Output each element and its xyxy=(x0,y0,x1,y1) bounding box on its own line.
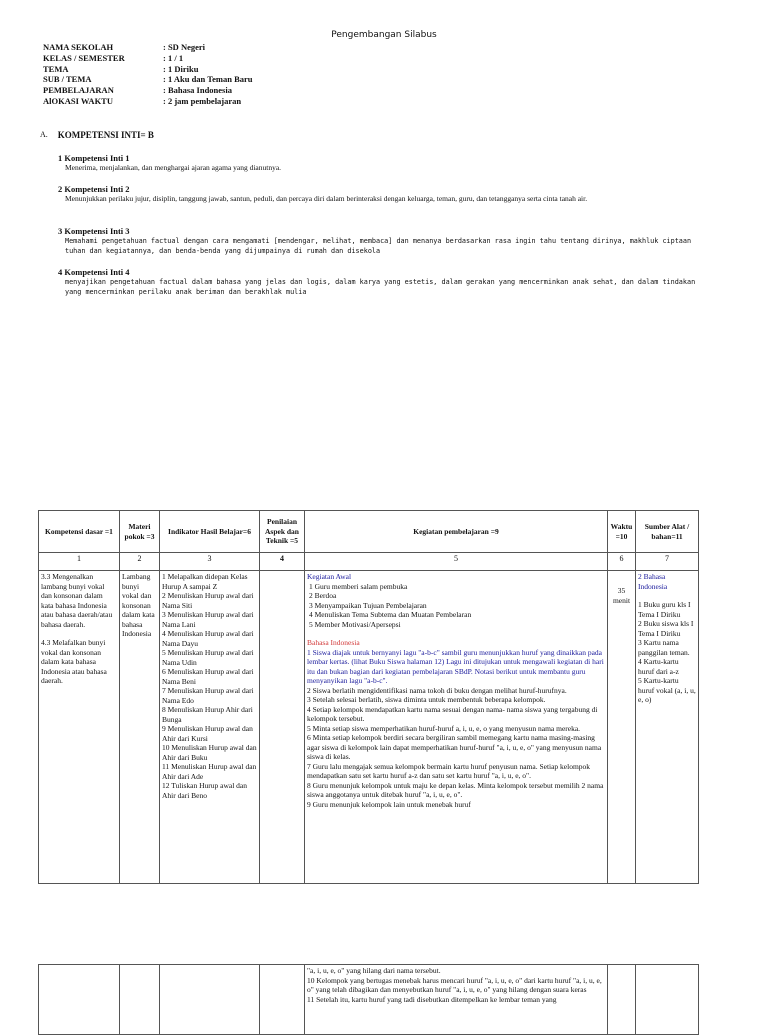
column-number: 5 xyxy=(305,553,608,571)
section-letter: A. xyxy=(40,130,48,139)
meta-value: : 1 Diriku xyxy=(163,63,199,74)
sumber-cell xyxy=(636,965,699,1035)
meta-label: KELAS / SEMESTER xyxy=(43,52,125,63)
indikator-cell xyxy=(160,571,260,884)
indikator-item: 6 Menuliskan Hurup awal dari Nama Beni xyxy=(162,667,254,686)
meta-value: : 1 / 1 xyxy=(163,52,184,63)
sumber-item: 3 Kartu nama panggilan teman. xyxy=(638,638,690,657)
header-penilaian: Penilaian Aspek dan Teknik =5 xyxy=(260,511,305,553)
indikator-item: 10 Menuliskan Hurup awal dan Ahir dari Buku xyxy=(162,743,257,762)
meta-row xyxy=(43,96,253,107)
meta-label: SUB / TEMA xyxy=(43,74,92,85)
kegiatan-item: 1 Guru memberi salam pembuka xyxy=(309,581,408,591)
column-number: 4 xyxy=(260,553,305,571)
indikator-item: 7 Menuliskan Hurup awal dari Nama Edo xyxy=(162,686,254,705)
kegiatan-item: "a, i, u, e, o" yang hilang dari nama tersebut. xyxy=(307,966,441,975)
kd-text: 4.3 Melafalkan bunyi vokal dan konsonan dalam kata bahasa Indonesia atau bahasa daerah. xyxy=(41,638,107,685)
kegiatan-item: 6 Minta setiap kelompok berdiri secara bergiliran sambil memegang kartu nama masing-masing agar siswa di kelompok lain dapat memperhatikan huruf-huruf "a, i, u, e, o" yang menyusun nama siswa di kelas. xyxy=(307,733,602,761)
ki-text: Memahami pengetahuan factual dengan cara mengamati [mendengar, melihat, membaca] dan menanya berdasarkan rasa ingin tahu tentang dirinya, makhluk ciptaan tuhan dan kegiatannya, dan benda-benda yang dijumpainya di rumah dan disekola xyxy=(65,237,692,255)
sumber-item: 5 Kartu-kartu huruf vokal (a, i, u, e, o) xyxy=(638,676,696,704)
sumber-item: 1 Buku guru kls I Tema I Diriku xyxy=(638,600,691,619)
section-heading xyxy=(40,130,154,140)
kompetensi-inti-1 xyxy=(58,153,698,173)
section-title: KOMPETENSI INTI= B xyxy=(57,130,154,140)
kegiatan-item: 8 Guru menunjuk kelompok untuk maju ke depan kelas. Minta kelompok tersebut memilih 2 nama siswa anggotanya untuk ditebak huruf "a, i, u, e, o". xyxy=(307,780,604,799)
column-number: 6 xyxy=(608,553,636,571)
ki-title: 1 Kompetensi Inti 1 xyxy=(58,153,130,163)
meta-row xyxy=(43,85,253,96)
kegiatan-item: 10 Kelompok yang bertugas menebak harus mencari huruf "a, i, u, e, o" dari kartu huruf "a, i, u, e, o" yang telah dibagikan dan menyebutkan huruf "a, i, u, e, o" yang hilang dengan suara keras xyxy=(307,975,602,994)
kegiatan-item: 4 Setiap kelompok mendapatkan kartu nama sesuai dengan nama- nama siswa yang tergabung di kelompok tersebut. xyxy=(307,704,598,723)
indikator-item: 9 Menuliskan Hurup awal dan Ahir dari Kursi xyxy=(162,724,253,743)
kegiatan-item: 2 Berdoa xyxy=(309,591,337,600)
column-number: 1 xyxy=(39,553,120,571)
meta-value: : Bahasa Indonesia xyxy=(163,85,232,96)
column-number: 7 xyxy=(636,553,699,571)
silabus-table-continued xyxy=(38,964,699,1035)
waktu-cell xyxy=(608,965,636,1035)
materi-cell xyxy=(120,965,160,1035)
kd-cell xyxy=(39,965,120,1035)
meta-row xyxy=(43,64,253,75)
indikator-item: 2 Menuliskan Hurup awal dari Nama Siti xyxy=(162,591,254,610)
meta-row xyxy=(43,53,253,64)
sumber-item: 2 Bahasa Indonesia xyxy=(638,572,668,591)
header-kegiatan: Kegiatan pembelajaran =9 xyxy=(305,511,608,553)
meta-label: PEMBELAJARAN xyxy=(43,85,114,96)
indikator-item: 3 Menuliskan Hurup awal dari Nama Lani xyxy=(162,610,254,629)
kompetensi-inti-3 xyxy=(58,226,698,256)
kegiatan-item: 3 Menyampaikan Tujuan Pembelajaran xyxy=(309,600,427,610)
kegiatan-item-highlighted: 1 Siswa diajak untuk bernyanyi lagu "a-b-c" sambil guru menunjukkan huruf yang dinaikkan pada lembar kertas. (lihat Buku Siswa halaman 12) Lagu ini ditujukan untuk mengawali kegiatan di hari itu dan bukan bagian dari kegiatan pembelajaran SBdP. Notasi berikut untuk membantu guru menyanyikan lagu "a-b-c". xyxy=(307,647,604,685)
kegiatan-cell xyxy=(305,571,608,884)
indikator-item: 5 Menuliskan Hurup awal dari Nama Udin xyxy=(162,648,254,667)
header-indikator: Indikator Hasil Belajar=6 xyxy=(160,511,260,553)
indikator-item: 8 Menuliskan Hurup Ahir dari Bunga xyxy=(162,705,253,724)
kompetensi-inti-2 xyxy=(58,184,698,204)
sumber-cell xyxy=(636,571,699,884)
meta-label: NAMA SEKOLAH xyxy=(43,42,114,52)
table-row xyxy=(39,965,699,1035)
kompetensi-inti-4 xyxy=(58,267,698,297)
kegiatan-item: 4 Menuliskan Tema Subtema dan Muatan Pembelaran xyxy=(309,610,472,619)
table-header-row xyxy=(39,511,699,553)
meta-value: : SD Negeri xyxy=(163,42,206,52)
kegiatan-item: 5 Minta setiap siswa memperhatikan huruf-huruf a, i, u, e, o yang menyusun nama mereka. xyxy=(307,723,581,733)
indikator-item: 4 Menuliskan Hurup awal dari Nama Dayu xyxy=(162,629,254,648)
ki-text: Menerima, menjalankan, dan menghargai ajaran agama yang dianutnya. xyxy=(65,163,282,172)
kegiatan-item: 3 Setelah selesai berlatih, siswa diminta untuk membentuk beberapa kelompok. xyxy=(307,695,546,704)
ki-text: Menunjukkan perilaku jujur, disiplin, tanggung jawab, santun, peduli, dan percaya diri dalam berinteraksi dengan keluarga, teman, guru, dan tetangganya serta cinta tanah air. xyxy=(65,194,588,203)
kegiatan-awal-title: Kegiatan Awal xyxy=(307,572,352,581)
sumber-item: 2 Buku siswa kls I Tema I Diriku xyxy=(638,619,694,638)
ki-title: 2 Kompetensi Inti 2 xyxy=(58,184,130,194)
ki-title: 3 Kompetensi Inti 3 xyxy=(58,226,130,236)
materi-cell xyxy=(120,571,160,884)
ki-title: 4 Kompetensi Inti 4 xyxy=(58,267,130,277)
kegiatan-cell xyxy=(305,965,608,1035)
header-waktu: Waktu =10 xyxy=(608,511,636,553)
ki-text: menyajikan pengetahuan factual dalam bahasa yang jelas dan logis, dalam karya yang estetis, dalam gerakan yang mencerminkan anak sehat, dan dalam tindakan yang mencerminkan perilaku anak beriman dan berakhlak mulia xyxy=(65,278,696,296)
kegiatan-item: 9 Guru menunjuk kelompok lain untuk menebak huruf xyxy=(307,799,471,809)
header-kompetensi-dasar: Kompetensi dasar =1 xyxy=(39,511,120,553)
bahasa-indonesia-title: Bahasa Indonesia xyxy=(307,638,360,647)
kegiatan-item: 11 Setelah itu, kartu huruf yang tadi disebutkan ditempelkan ke lembar teman yang xyxy=(307,994,557,1004)
meta-label: AlOKASI WAKTU xyxy=(43,95,113,106)
waktu-cell xyxy=(608,571,636,884)
penilaian-cell xyxy=(260,571,305,884)
materi-text: Lambang bunyi vokal dan konsonan dalam kata bahasa Indonesia xyxy=(122,572,155,638)
table-row xyxy=(39,571,699,884)
meta-value: : 1 Aku dan Teman Baru xyxy=(163,74,253,85)
kegiatan-item: 7 Guru lalu mengajak semua kelompok bermain kartu huruf penyusun nama. Setiap kelompok mendapatkan satu set kartu huruf a-z dan satu set kartu huruf "a, i, u, e, o". xyxy=(307,761,591,780)
kd-cell xyxy=(39,571,120,884)
column-number-row xyxy=(39,553,699,571)
kd-text: 3.3 Mengenalkan lambang bunyi vokal dan konsonan dalam kata bahasa Indonesia atau bahasa daerah/atau bahasa daerah. xyxy=(41,572,113,629)
waktu-value: 35 menit xyxy=(612,586,631,605)
sumber-item: 4 Kartu-kartu huruf dari a-z xyxy=(638,657,679,676)
indikator-item: 1 Melapalkan didepan Kelas Hurup A sampai Z xyxy=(162,572,248,591)
header-materi-pokok: Materi pokok =3 xyxy=(120,511,160,553)
penilaian-cell xyxy=(260,965,305,1035)
kegiatan-item: 2 Siswa berlatih mengidentifikasi nama tokoh di buku dengan melihat huruf-hurufnya. xyxy=(307,685,567,695)
meta-row xyxy=(43,42,253,53)
document-title: Pengembangan Silabus xyxy=(331,30,437,40)
header-sumber: Sumber Alat / bahan=11 xyxy=(636,511,699,553)
meta-value: : 2 jam pembelajaran xyxy=(163,95,242,106)
header-meta xyxy=(43,42,253,107)
indikator-item: 12 Tuliskan Hurup awal dan Ahir dari Beno xyxy=(162,781,247,800)
kegiatan-item: 5 Member Motivasi/Apersepsi xyxy=(309,619,401,629)
indikator-cell xyxy=(160,965,260,1035)
indikator-item: 11 Menuliskan Hurup awal dan Ahir dari Ade xyxy=(162,762,257,781)
column-number: 2 xyxy=(120,553,160,571)
silabus-table xyxy=(38,510,699,884)
meta-row xyxy=(43,74,253,85)
meta-label: TEMA xyxy=(43,63,69,74)
column-number: 3 xyxy=(160,553,260,571)
